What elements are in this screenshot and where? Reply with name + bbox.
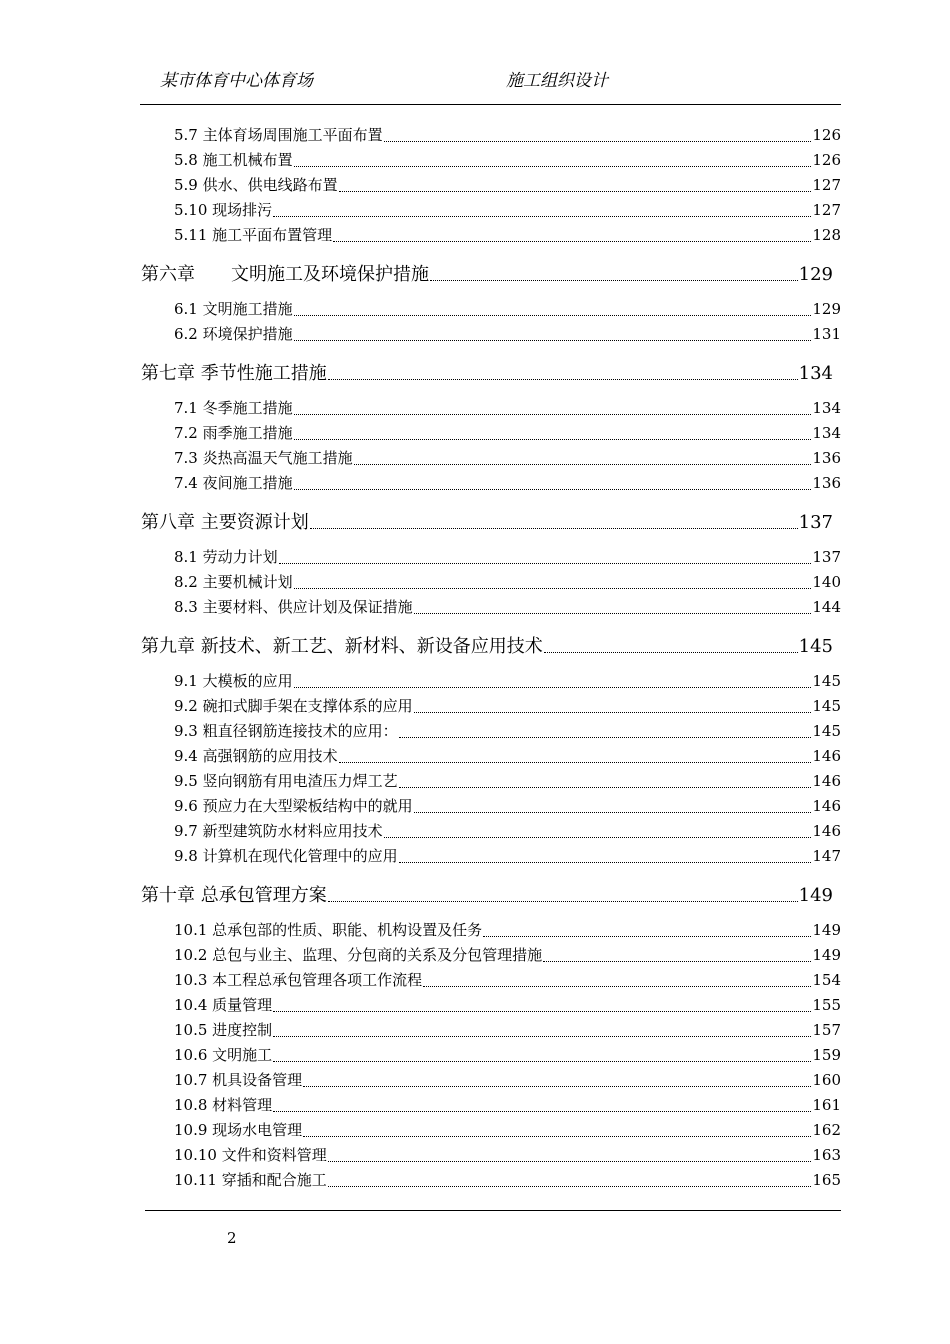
toc-section-entry[interactable] — [174, 1069, 841, 1091]
toc-section-entry[interactable] — [174, 720, 841, 742]
toc-entry-page: 127 — [812, 201, 841, 219]
toc-entry-page: 145 — [812, 672, 841, 690]
toc-dot-leader — [294, 315, 812, 316]
toc-dot-leader — [273, 1061, 811, 1062]
toc-entry-page: 129 — [812, 300, 841, 318]
toc-entry-page: 136 — [812, 474, 841, 492]
toc-section-entry[interactable] — [174, 124, 841, 146]
toc-entry-label: 第十章 总承包管理方案 — [141, 885, 327, 906]
toc-dot-leader — [483, 936, 811, 937]
toc-section-entry[interactable] — [174, 1044, 841, 1066]
toc-section-entry[interactable] — [174, 745, 841, 767]
toc-entry-label: 5.11 施工平面布置管理 — [174, 226, 333, 244]
toc-entry-page: 145 — [812, 697, 841, 715]
toc-section-entry[interactable] — [174, 944, 841, 966]
toc-entry-label: 9.2 碗扣式脚手架在支撑体系的应用 — [174, 697, 413, 715]
toc-entry-label: 8.3 主要材料、供应计划及保证措施 — [174, 598, 413, 616]
toc-dot-leader — [544, 652, 798, 653]
toc-entry-page: 145 — [812, 722, 841, 740]
toc-entry-page: 155 — [812, 996, 841, 1014]
toc-chapter-entry[interactable] — [141, 881, 833, 907]
toc-section-entry[interactable] — [174, 820, 841, 842]
toc-entry-page: 145 — [798, 636, 833, 657]
toc-entry-page: 129 — [798, 264, 833, 285]
toc-section-entry[interactable] — [174, 845, 841, 867]
toc-chapter-entry[interactable] — [141, 359, 833, 385]
toc-entry-label: 9.1 大模板的应用 — [174, 672, 293, 690]
toc-entry-page: 128 — [812, 226, 841, 244]
toc-section-entry[interactable] — [174, 422, 841, 444]
toc-entry-label: 10.7 机具设备管理 — [174, 1071, 303, 1089]
toc-entry-label: 5.7 主体育场周围施工平面布置 — [174, 126, 383, 144]
toc-dot-leader — [333, 241, 811, 242]
toc-section-entry[interactable] — [174, 670, 841, 692]
toc-dot-leader — [303, 1136, 811, 1137]
toc-entry-label: 9.7 新型建筑防水材料应用技术 — [174, 822, 383, 840]
toc-entry-label: 7.2 雨季施工措施 — [174, 424, 293, 442]
toc-dot-leader — [414, 812, 812, 813]
toc-entry-label: 9.3 粗直径钢筋连接技术的应用： — [174, 722, 398, 740]
toc-dot-leader — [294, 588, 812, 589]
toc-section-entry[interactable] — [174, 1119, 841, 1141]
toc-section-entry[interactable] — [174, 224, 841, 246]
toc-chapter-entry[interactable] — [141, 632, 833, 658]
toc-section-entry[interactable] — [174, 994, 841, 1016]
toc-dot-leader — [294, 340, 812, 341]
toc-entry-page: 127 — [812, 176, 841, 194]
toc-entry-label: 10.11 穿插和配合施工 — [174, 1171, 327, 1189]
toc-dot-leader — [294, 414, 812, 415]
toc-entry-page: 146 — [812, 797, 841, 815]
toc-entry-page: 140 — [812, 573, 841, 591]
toc-section-entry[interactable] — [174, 969, 841, 991]
toc-entry-page: 157 — [812, 1021, 841, 1039]
toc-entry-label: 5.8 施工机械布置 — [174, 151, 293, 169]
toc-entry-page: 146 — [812, 772, 841, 790]
toc-entry-page: 134 — [812, 424, 841, 442]
toc-dot-leader — [339, 191, 812, 192]
toc-section-entry[interactable] — [174, 397, 841, 419]
toc-dot-leader — [339, 762, 812, 763]
toc-entry-label: 10.8 材料管理 — [174, 1096, 273, 1114]
toc-entry-label: 10.9 现场水电管理 — [174, 1121, 303, 1139]
toc-section-entry[interactable] — [174, 149, 841, 171]
toc-chapter-entry[interactable] — [141, 508, 833, 534]
toc-entry-label: 8.2 主要机械计划 — [174, 573, 293, 591]
toc-dot-leader — [543, 961, 811, 962]
toc-section-entry[interactable] — [174, 174, 841, 196]
toc-dot-leader — [354, 464, 812, 465]
toc-entry-label: 第七章 季节性施工措施 — [141, 363, 327, 384]
toc-dot-leader — [328, 1161, 812, 1162]
toc-entry-page: 126 — [812, 126, 841, 144]
toc-dot-leader — [414, 712, 812, 713]
toc-dot-leader — [414, 613, 812, 614]
toc-entry-label: 10.2 总包与业主、监理、分包商的关系及分包管理措施 — [174, 946, 543, 964]
toc-entry-page: 165 — [812, 1171, 841, 1189]
toc-entry-label: 9.6 预应力在大型梁板结构中的就用 — [174, 797, 413, 815]
toc-section-entry[interactable] — [174, 1144, 841, 1166]
toc-dot-leader — [328, 1186, 812, 1187]
toc-entry-label: 9.4 高强钢筋的应用技术 — [174, 747, 338, 765]
header-divider — [140, 104, 841, 105]
toc-entry-label: 第八章 主要资源计划 — [141, 512, 309, 533]
toc-dot-leader — [279, 563, 812, 564]
toc-entry-label: 6.1 文明施工措施 — [174, 300, 293, 318]
toc-dot-leader — [399, 862, 812, 863]
toc-dot-leader — [273, 1111, 811, 1112]
toc-entry-label: 5.10 现场排污 — [174, 201, 273, 219]
header-project-title: 某市体育中心体育场 — [160, 71, 313, 91]
toc-dot-leader — [423, 986, 811, 987]
toc-entry-label: 7.1 冬季施工措施 — [174, 399, 293, 417]
toc-entry-label: 第六章 文明施工及环境保护措施 — [141, 264, 429, 285]
toc-dot-leader — [399, 787, 812, 788]
footer-divider — [145, 1210, 841, 1211]
toc-dot-leader — [273, 216, 811, 217]
toc-entry-page: 134 — [812, 399, 841, 417]
toc-entry-page: 126 — [812, 151, 841, 169]
toc-section-entry[interactable] — [174, 695, 841, 717]
toc-section-entry[interactable] — [174, 1094, 841, 1116]
toc-entry-page: 147 — [812, 847, 841, 865]
toc-dot-leader — [310, 528, 798, 529]
toc-entry-label: 10.5 进度控制 — [174, 1021, 273, 1039]
toc-dot-leader — [384, 141, 812, 142]
toc-dot-leader — [273, 1011, 811, 1012]
toc-entry-label: 5.9 供水、供电线路布置 — [174, 176, 338, 194]
toc-entry-page: 161 — [812, 1096, 841, 1114]
toc-section-entry[interactable] — [174, 199, 841, 221]
toc-entry-page: 134 — [798, 363, 833, 384]
toc-dot-leader — [294, 687, 812, 688]
toc-section-entry[interactable] — [174, 1169, 841, 1191]
toc-section-entry[interactable] — [174, 1019, 841, 1041]
toc-entry-page: 149 — [798, 885, 833, 906]
toc-dot-leader — [384, 837, 812, 838]
toc-section-entry[interactable] — [174, 546, 841, 568]
toc-entry-page: 163 — [812, 1146, 841, 1164]
toc-entry-label: 7.3 炎热高温天气施工措施 — [174, 449, 353, 467]
toc-section-entry[interactable] — [174, 447, 841, 469]
toc-section-entry[interactable] — [174, 596, 841, 618]
toc-entry-page: 149 — [812, 946, 841, 964]
toc-entry-label: 9.5 竖向钢筋有用电渣压力焊工艺 — [174, 772, 398, 790]
toc-entry-page: 154 — [812, 971, 841, 989]
page-number: 2 — [227, 1229, 237, 1247]
toc-entry-page: 149 — [812, 921, 841, 939]
toc-entry-label: 10.10 文件和资料管理 — [174, 1146, 327, 1164]
toc-section-entry[interactable] — [174, 323, 841, 345]
toc-entry-label: 9.8 计算机在现代化管理中的应用 — [174, 847, 398, 865]
toc-dot-leader — [303, 1086, 811, 1087]
toc-entry-label: 8.1 劳动力计划 — [174, 548, 278, 566]
toc-section-entry[interactable] — [174, 571, 841, 593]
toc-entry-page: 137 — [798, 512, 833, 533]
header-document-title: 施工组织设计 — [506, 71, 608, 91]
toc-dot-leader — [294, 439, 812, 440]
toc-dot-leader — [328, 379, 798, 380]
toc-entry-page: 160 — [812, 1071, 841, 1089]
toc-dot-leader — [328, 901, 798, 902]
toc-dot-leader — [399, 737, 812, 738]
toc-entry-page: 159 — [812, 1046, 841, 1064]
toc-section-entry[interactable] — [174, 795, 841, 817]
toc-entry-page: 146 — [812, 747, 841, 765]
toc-dot-leader — [294, 489, 812, 490]
toc-entry-label: 10.3 本工程总承包管理各项工作流程 — [174, 971, 423, 989]
toc-section-entry[interactable] — [174, 770, 841, 792]
toc-section-entry[interactable] — [174, 919, 841, 941]
toc-dot-leader — [273, 1036, 811, 1037]
toc-entry-label: 第九章 新技术、新工艺、新材料、新设备应用技术 — [141, 636, 543, 657]
toc-entry-label: 10.1 总承包部的性质、职能、机构设置及任务 — [174, 921, 483, 939]
toc-entry-page: 136 — [812, 449, 841, 467]
toc-entry-page: 144 — [812, 598, 841, 616]
toc-entry-page: 146 — [812, 822, 841, 840]
toc-entry-label: 6.2 环境保护措施 — [174, 325, 293, 343]
page-header — [140, 62, 840, 90]
toc-dot-leader — [294, 166, 812, 167]
toc-entry-page: 137 — [812, 548, 841, 566]
toc-entry-label: 10.6 文明施工 — [174, 1046, 273, 1064]
toc-entry-label: 7.4 夜间施工措施 — [174, 474, 293, 492]
toc-entry-page: 131 — [812, 325, 841, 343]
toc-entry-label: 10.4 质量管理 — [174, 996, 273, 1014]
toc-chapter-entry[interactable] — [141, 260, 833, 286]
toc-entry-page: 162 — [812, 1121, 841, 1139]
toc-dot-leader — [430, 280, 798, 281]
toc-section-entry[interactable] — [174, 472, 841, 494]
toc-section-entry[interactable] — [174, 298, 841, 320]
